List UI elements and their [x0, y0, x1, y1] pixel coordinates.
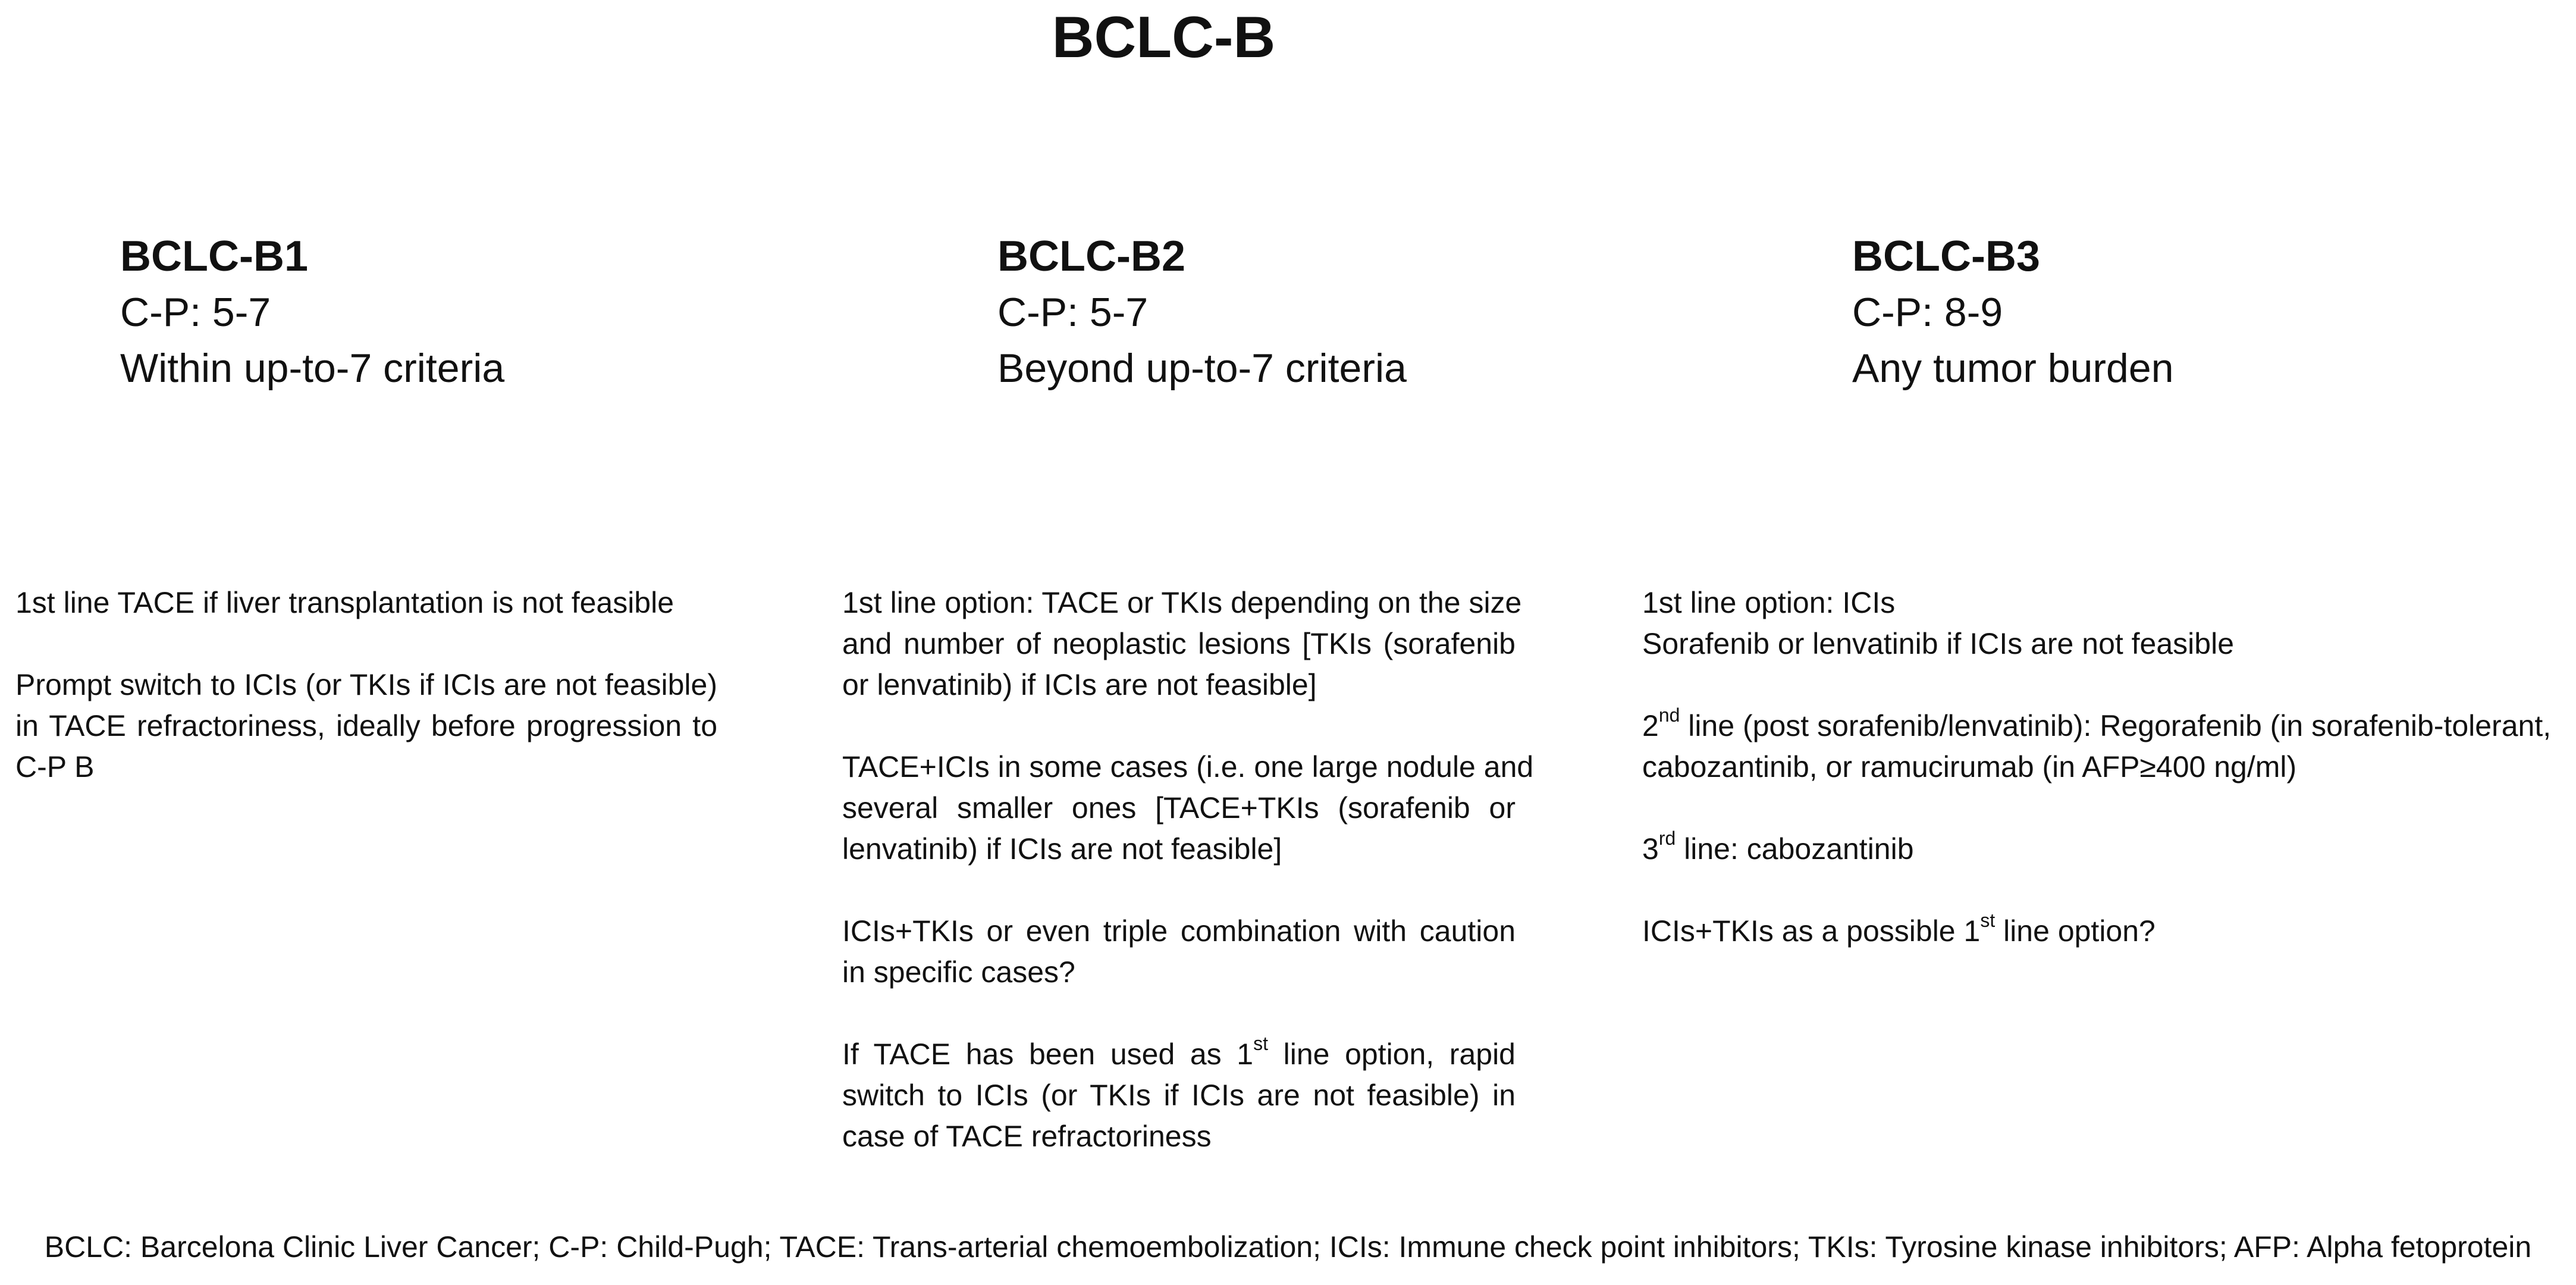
superscript: st: [1980, 910, 1995, 932]
text-line: or lenvatinib) if ICIs are not feasible]: [842, 668, 1317, 701]
text-segment: 3: [1642, 832, 1659, 866]
b3-third-line-paragraph: [1642, 829, 2570, 870]
text-line: C-P B: [15, 750, 95, 783]
b2-first-line-paragraph: [842, 582, 1522, 706]
b3-combination-paragraph: [1642, 911, 2570, 952]
text-line: [842, 1034, 1516, 1075]
b2-tace-ici-paragraph: [842, 747, 1534, 870]
text-line: cabozantinib, or ramucirumab (in AFP≥400 ng/ml): [1642, 750, 2297, 783]
text-line: in specific cases?: [842, 955, 1075, 989]
stage-b3-header: [1852, 228, 2174, 396]
page-title: BCLC-B: [1052, 4, 1276, 70]
stage-b1-child-pugh: C-P: 5-7: [120, 290, 271, 335]
text-segment: line (post sorafenib/lenvatinib): Regorafenib (in sorafenib-tolerant,: [1680, 709, 2552, 742]
text-line: 1st line TACE if liver transplantation is not feasible: [15, 586, 674, 619]
stage-b1-name: BCLC-B1: [120, 233, 308, 280]
stage-b3-child-pugh: C-P: 8-9: [1852, 290, 2003, 335]
text-segment: line option, rapid: [1268, 1038, 1516, 1071]
stage-b2-name: BCLC-B2: [997, 233, 1185, 280]
stage-b2-tumor-burden: Beyond up-to-7 criteria: [997, 346, 1407, 391]
superscript: st: [1253, 1033, 1268, 1055]
stage-b3-name: BCLC-B3: [1852, 233, 2040, 280]
text-line: case of TACE refractoriness: [842, 1120, 1212, 1153]
stage-b2-header: [997, 228, 1407, 396]
text-line: [1642, 829, 2570, 870]
b3-second-line-paragraph: [1642, 706, 2570, 788]
b2-treatment-column: [842, 582, 1534, 1157]
text-segment: ICIs+TKIs as a possible 1: [1642, 914, 1981, 948]
text-line: 1st line option: ICIs: [1642, 586, 1896, 619]
text-line: switch to ICIs (or TKIs if ICIs are not feasible) in: [842, 1079, 1516, 1112]
text-segment: line option?: [1995, 914, 2155, 948]
b3-first-line-paragraph: [1642, 582, 2570, 665]
stage-b3-tumor-burden: Any tumor burden: [1852, 346, 2174, 391]
text-line: several smaller ones [TACE+TKIs (sorafenib or: [842, 791, 1516, 825]
text-line: [1642, 911, 2570, 952]
abbreviations-footnote: BCLC: Barcelona Clinic Liver Cancer; C-P: Child-Pugh; TACE: Trans-arterial chemoembolization; ICIs: Immune check point inhibitors; TKIs: Tyrosine kinase inhibitors; AFP: Alpha fetoprotein: [44, 1230, 2532, 1264]
text-line: Prompt switch to ICIs (or TKIs if ICIs are not feasible): [15, 668, 717, 701]
text-line: 1st line option: TACE or TKIs depending on the size: [842, 586, 1522, 619]
superscript: rd: [1658, 828, 1676, 850]
text-segment: 2: [1642, 709, 1659, 742]
stage-b1-tumor-burden: Within up-to-7 criteria: [120, 346, 505, 391]
text-segment: line: cabozantinib: [1676, 832, 1914, 866]
stage-b2-child-pugh: C-P: 5-7: [997, 290, 1149, 335]
b2-switch-paragraph: [842, 1034, 1516, 1157]
b1-first-line-paragraph: [15, 582, 717, 623]
text-line: ICIs+TKIs or even triple combination with caution: [842, 914, 1516, 948]
text-line: lenvatinib) if ICIs are not feasible]: [842, 832, 1282, 866]
superscript: nd: [1658, 704, 1680, 726]
b3-treatment-column: [1642, 582, 2570, 952]
b2-combination-paragraph: [842, 911, 1516, 993]
text-line: Sorafenib or lenvatinib if ICIs are not feasible: [1642, 627, 2234, 660]
text-line: and number of neoplastic lesions [TKIs (sorafenib: [842, 627, 1516, 660]
stage-b1-header: [120, 228, 504, 396]
text-segment: If TACE has been used as 1: [842, 1038, 1254, 1071]
text-line: [1642, 706, 2570, 747]
text-line: in TACE refractoriness, ideally before progression to: [15, 709, 717, 742]
b1-treatment-column: [15, 582, 717, 788]
b1-switch-paragraph: [15, 665, 717, 788]
text-line: TACE+ICIs in some cases (i.e. one large nodule and: [842, 750, 1534, 783]
